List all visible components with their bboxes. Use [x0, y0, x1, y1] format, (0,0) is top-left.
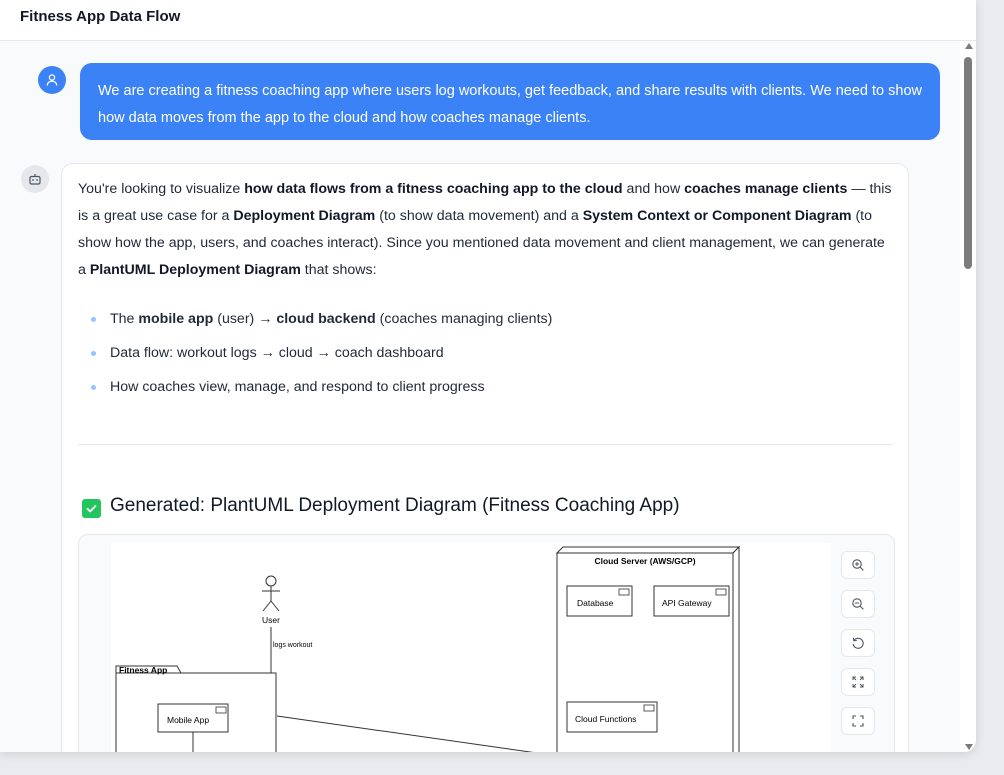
- database-label: Database: [577, 598, 614, 608]
- diagram-canvas[interactable]: [111, 543, 831, 752]
- fullscreen-icon: [851, 714, 865, 728]
- chat-area[interactable]: [0, 41, 960, 752]
- bullet-list: [90, 302, 890, 404]
- scroll-up-arrow-icon[interactable]: [965, 43, 973, 49]
- user-avatar: [38, 66, 66, 94]
- text-run: (user) →: [213, 311, 277, 327]
- cloud-functions-label: Cloud Functions: [575, 714, 637, 724]
- scroll-down-arrow-icon[interactable]: [965, 744, 973, 750]
- text-run: that shows:: [300, 262, 377, 278]
- divider: [78, 444, 893, 445]
- api-gateway-label: API Gateway: [662, 598, 712, 608]
- bullet-item: [90, 370, 890, 404]
- bold-text: PlantUML Deployment Diagram: [89, 262, 301, 278]
- user-message: We are creating a fitness coaching app where users log workouts, get feedback, and share results with clients. We need to show how data moves from the app to the cloud and how coaches manage clients.: [80, 63, 940, 140]
- logs-workout-label: logs workout: [273, 642, 313, 649]
- text-run: (to show data movement) and a: [375, 208, 583, 224]
- text-run: You're looking to visualize: [78, 181, 245, 197]
- text-run: — this is a great use case for a: [78, 181, 892, 224]
- text-run: How coaches view, manage, and respond to client progress: [110, 379, 485, 395]
- bullet-item: [90, 336, 890, 370]
- zoom-in-icon: [851, 558, 865, 572]
- fitness-app-label: Fitness App: [119, 665, 168, 675]
- app-to-cloud-connection: [277, 716, 551, 752]
- vertical-scrollbar[interactable]: [962, 41, 974, 752]
- page-title: Fitness App Data Flow: [20, 8, 181, 25]
- fit-screen-icon: [851, 675, 865, 689]
- cloud-server-label: Cloud Server (AWS/GCP): [594, 556, 696, 566]
- reset-view-button[interactable]: [841, 629, 875, 657]
- checkmark-icon: [82, 499, 101, 518]
- deployment-diagram: [111, 543, 831, 752]
- diagram-viewer[interactable]: [78, 534, 895, 752]
- bot-icon: [28, 172, 42, 186]
- logs-workout-arrow: [268, 627, 312, 679]
- bold-text: mobile app: [138, 311, 214, 327]
- bold-text: System Context or Component Diagram: [582, 208, 852, 224]
- assistant-message: [61, 163, 909, 752]
- header-bar: [0, 0, 976, 41]
- reset-icon: [851, 636, 865, 650]
- database-component: [567, 586, 632, 616]
- user-actor: [262, 576, 280, 625]
- mobile-app-label: Mobile App: [167, 715, 210, 725]
- text-run: (coaches managing clients): [375, 311, 553, 327]
- bold-text: how data flows from a fitness coaching app to the cloud: [244, 181, 623, 197]
- bold-text: cloud backend: [276, 311, 376, 327]
- bold-text: Deployment Diagram: [233, 208, 376, 224]
- user-icon: [45, 73, 59, 87]
- user-actor-label: User: [262, 615, 280, 625]
- assistant-paragraph: [78, 176, 893, 284]
- api-gateway-component: [654, 586, 729, 616]
- scrollbar-thumb[interactable]: [964, 57, 972, 269]
- bold-text: coaches manage clients: [684, 181, 848, 197]
- fit-screen-button[interactable]: [841, 668, 875, 696]
- generated-diagram-title: Generated: PlantUML Deployment Diagram (Fitness Coaching App): [110, 495, 680, 516]
- zoom-out-icon: [851, 597, 865, 611]
- cloud-functions-component: [567, 702, 657, 732]
- text-run: Data flow: workout logs → cloud → coach dashboard: [110, 345, 444, 361]
- text-run: The: [110, 311, 139, 327]
- zoom-in-button[interactable]: [841, 551, 875, 579]
- text-run: (to show how the app, users, and coaches interact). Since you mentioned data movement and client management, we can generate a: [78, 208, 885, 278]
- bullet-item: [90, 302, 890, 336]
- zoom-out-button[interactable]: [841, 590, 875, 618]
- fullscreen-button[interactable]: [841, 707, 875, 735]
- assistant-avatar: [21, 165, 49, 193]
- text-run: and how: [622, 181, 685, 197]
